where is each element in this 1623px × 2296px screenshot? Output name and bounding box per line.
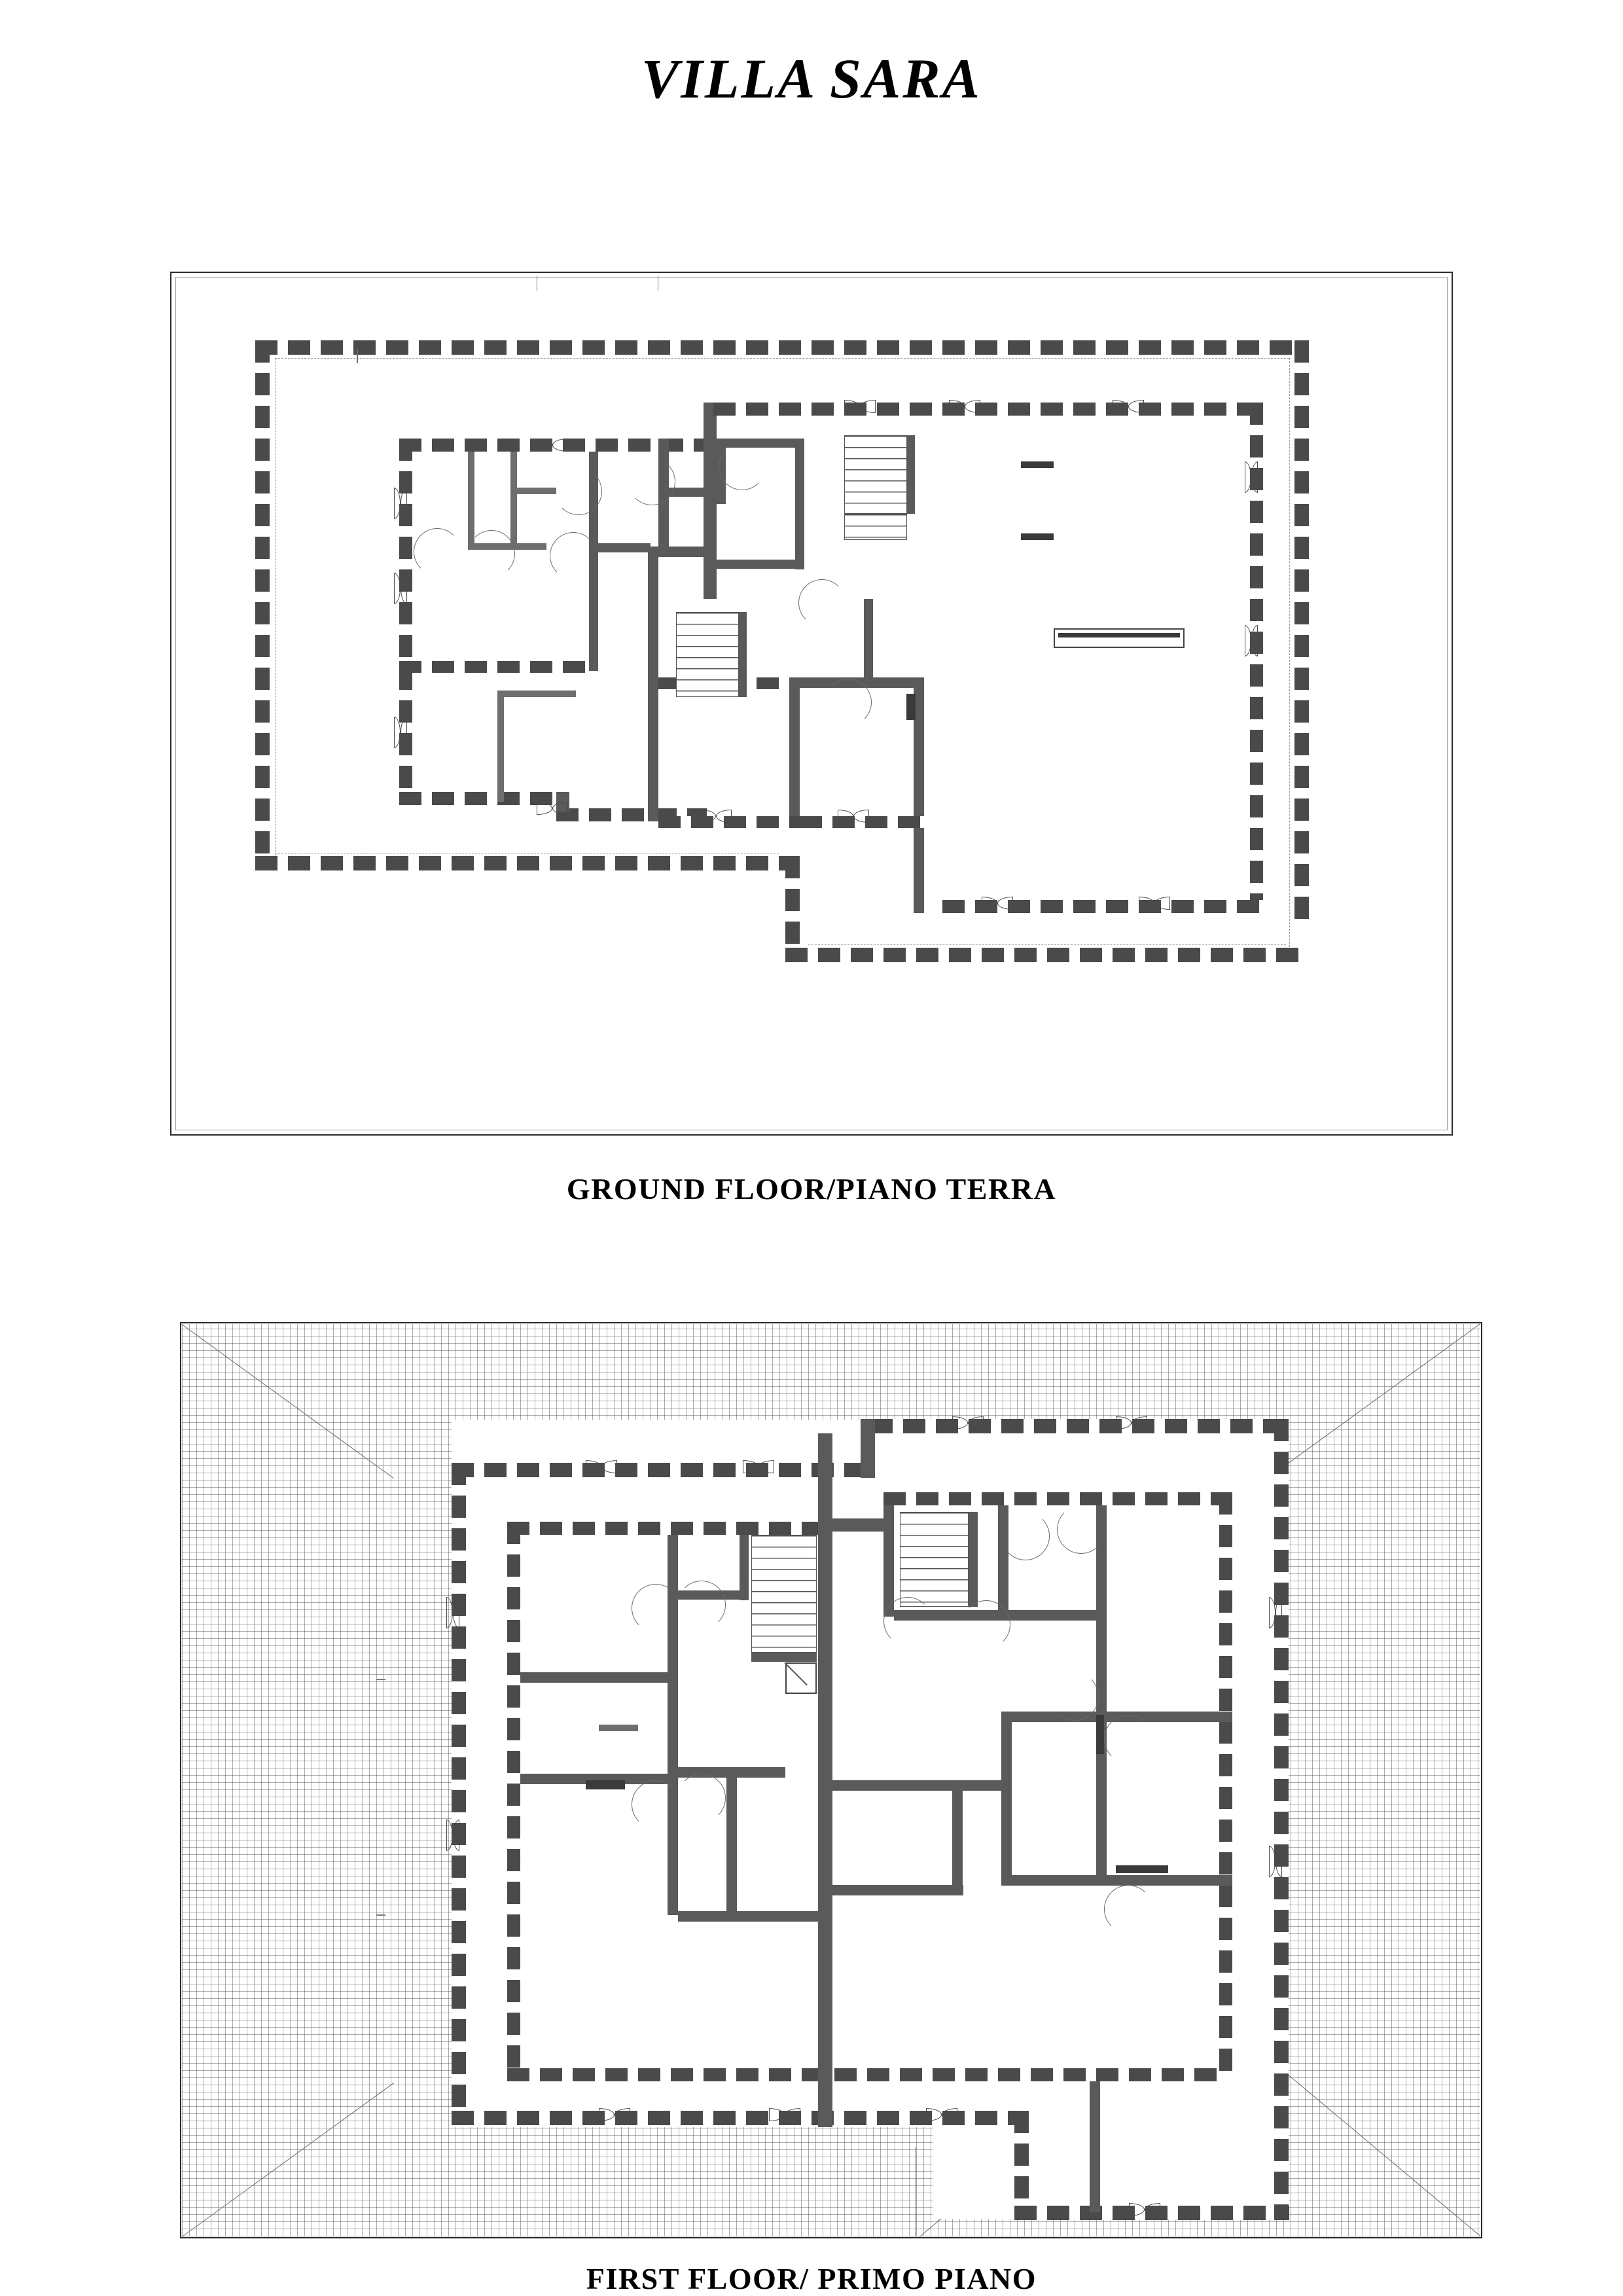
- window-symbol: [537, 439, 568, 452]
- exterior-wall-north: [255, 340, 1309, 355]
- window-symbol: [537, 802, 568, 815]
- fireplace-inner: [1058, 633, 1180, 637]
- first-floor-plan: [180, 1322, 1482, 2238]
- door-swing: [719, 443, 766, 490]
- window-symbol: [394, 573, 407, 604]
- window-symbol: [844, 400, 876, 413]
- door-swing: [628, 458, 675, 505]
- partition-4: [517, 488, 556, 494]
- hall-east-wall: [789, 677, 800, 828]
- partition-right-10: [952, 1791, 963, 1895]
- inner-wall-west: [507, 1522, 520, 2081]
- partition-8: [598, 543, 651, 552]
- staircase-right-landing: [844, 514, 907, 540]
- fixture-line-left-2: [586, 1780, 625, 1789]
- exterior-wall-west: [255, 340, 270, 870]
- dimension-tick: [376, 1914, 385, 1916]
- door-swing: [825, 679, 872, 726]
- staircase-right: [844, 435, 907, 514]
- ground-floor-drawing: [170, 272, 1453, 1136]
- fireplace-symbol: [1054, 628, 1185, 648]
- door-swing: [1104, 1885, 1152, 1933]
- staircase-left: [676, 612, 739, 697]
- dimension-tick: [376, 1679, 385, 1680]
- stairhall-wall-e: [795, 439, 804, 569]
- partition-6: [399, 661, 596, 673]
- door-swing: [1001, 1512, 1050, 1560]
- window-symbol: [586, 1460, 617, 1473]
- partition-12: [497, 691, 576, 697]
- staircase-left: [751, 1535, 817, 1653]
- column-mark: [906, 694, 916, 720]
- window-symbol: [1139, 897, 1170, 910]
- first-floor-drawing: [180, 1322, 1482, 2238]
- partition-11: [497, 691, 504, 802]
- partition-right-1: [883, 1505, 894, 1617]
- partition-9: [648, 547, 658, 677]
- door-swing: [414, 528, 461, 575]
- ground-floor-plan: [170, 272, 1453, 1136]
- door-swing: [632, 1780, 680, 1829]
- portico-edge-line: [275, 358, 1289, 359]
- window-symbol: [700, 810, 732, 823]
- window-symbol: [394, 717, 407, 748]
- door-swing: [632, 1584, 680, 1632]
- staircase-right: [900, 1512, 969, 1607]
- window-symbol: [1245, 625, 1258, 656]
- partition-right-6: [1096, 1875, 1232, 1886]
- door-swing: [677, 1774, 726, 1822]
- exterior-wall-south-step: [785, 856, 800, 961]
- interior-wall-south-left-a: [399, 792, 556, 805]
- partition-right-9: [832, 1780, 1003, 1791]
- portico-edge-line: [808, 944, 1286, 945]
- partition-3: [510, 452, 517, 550]
- window-symbol: [1113, 400, 1144, 413]
- door-swing: [962, 1600, 1010, 1649]
- fixture-line-left: [599, 1725, 638, 1731]
- window-symbol: [838, 810, 869, 823]
- partition-right-11: [832, 1885, 963, 1895]
- door-swing: [1104, 1715, 1152, 1763]
- window-symbol: [446, 1820, 459, 1851]
- exterior-wall-north-left: [452, 1463, 874, 1477]
- partition-left-2: [520, 1672, 677, 1683]
- partition-right-12: [1001, 1875, 1099, 1886]
- door-swing: [677, 1581, 726, 1629]
- door-swing: [883, 1597, 932, 1645]
- interior-wall-vertical-mid: [648, 677, 658, 821]
- window-symbol: [1129, 2203, 1160, 2216]
- door-swing: [550, 532, 597, 579]
- partition-1: [468, 452, 474, 550]
- door-swing: [1050, 1672, 1099, 1721]
- exterior-wall-east: [1294, 340, 1309, 929]
- central-spine-wall: [818, 1433, 832, 2127]
- partition-wing-1: [1090, 2081, 1100, 2212]
- building-footprint-fill-wing: [933, 2075, 1286, 2219]
- door-swing: [468, 530, 515, 577]
- portico-edge-line: [1289, 358, 1290, 947]
- window-symbol: [949, 400, 980, 413]
- inner-wall-north-right: [883, 1492, 1230, 1505]
- page-title: VILLA SARA: [641, 47, 982, 110]
- fixture-line-right: [1116, 1865, 1168, 1873]
- fixture-line-right-2: [1096, 1715, 1104, 1754]
- first-floor-caption: FIRST FLOOR/ PRIMO PIANO: [586, 2262, 1037, 2295]
- window-symbol: [1269, 1597, 1282, 1628]
- exterior-wall-west: [452, 1463, 466, 2124]
- partition-left-7: [726, 1778, 737, 1922]
- stairhall-wall-g: [864, 599, 873, 684]
- window-symbol: [769, 2108, 800, 2121]
- partition-left-4: [668, 1767, 785, 1778]
- niche-mark-2: [1021, 533, 1054, 540]
- door-swing: [1057, 1505, 1105, 1554]
- door-swing: [555, 468, 602, 515]
- window-symbol: [982, 897, 1013, 910]
- partition-right-8: [1001, 1712, 1012, 1875]
- partition-left-10: [740, 1535, 749, 1600]
- window-symbol: [1269, 1846, 1282, 1877]
- window-symbol: [926, 2108, 957, 2121]
- partition-left-8: [678, 1911, 829, 1922]
- exterior-wall-north-right: [870, 1419, 1289, 1433]
- inner-wall-north-left: [507, 1522, 821, 1535]
- window-symbol: [599, 2108, 630, 2121]
- staircase-right-wall: [907, 435, 915, 514]
- exterior-wall-south-step: [1014, 2111, 1029, 2219]
- inner-wall-south: [507, 2068, 1227, 2081]
- staircase-right-wall: [969, 1512, 978, 1607]
- interior-wall-north-right: [713, 403, 1263, 416]
- window-symbol: [394, 488, 407, 519]
- dimension-tick: [357, 349, 358, 363]
- portico-edge-line: [275, 358, 276, 855]
- window-symbol: [952, 1416, 984, 1429]
- stairhall-wall-f: [717, 560, 802, 569]
- staircase-left-landing-wall: [751, 1653, 817, 1662]
- interior-wall-vertical-center: [704, 403, 717, 599]
- exterior-wall-north-step: [861, 1419, 875, 1478]
- ground-floor-caption: GROUND FLOOR/PIANO TERRA: [566, 1172, 1057, 1206]
- window-symbol: [1245, 461, 1258, 493]
- exterior-wall-east: [1274, 1419, 1289, 2220]
- window-symbol: [1116, 1416, 1147, 1429]
- door-swing: [798, 579, 846, 626]
- stairhall-wall-b: [669, 488, 708, 497]
- staircase-left-wall: [739, 612, 747, 697]
- inner-wall-east: [1219, 1492, 1232, 2081]
- partition-left-3: [668, 1672, 678, 1777]
- exterior-wall-south-right: [785, 948, 1309, 962]
- window-symbol: [446, 1597, 459, 1628]
- window-symbol: [743, 1460, 774, 1473]
- niche-mark-1: [1021, 461, 1054, 468]
- exterior-wall-south-left: [255, 856, 798, 870]
- spine-branch-a: [832, 1518, 885, 1532]
